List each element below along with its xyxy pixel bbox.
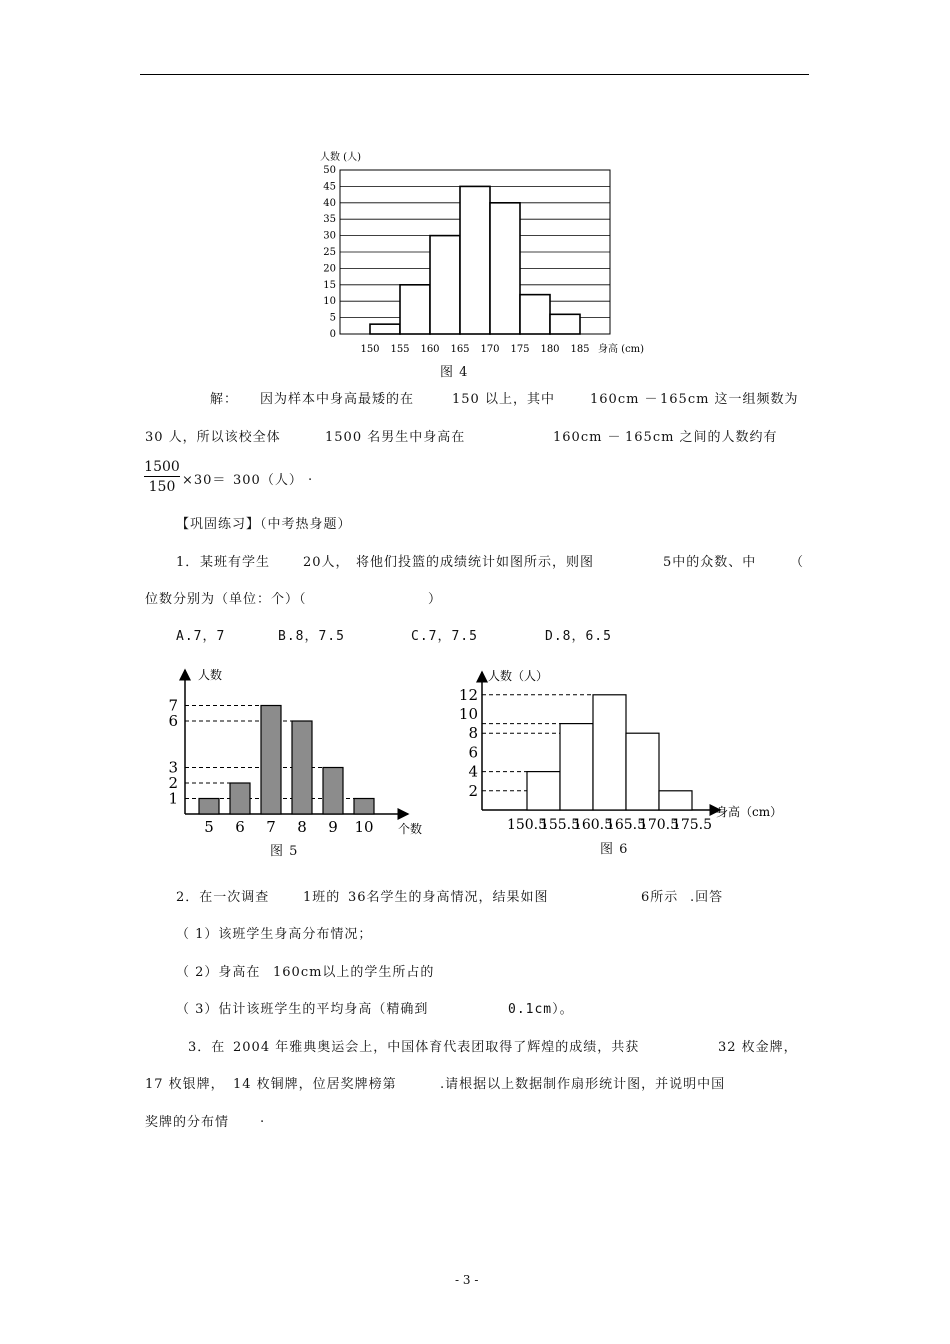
figure-4-yticks xyxy=(323,165,336,340)
figure-6-xticks xyxy=(507,817,712,833)
figure-5-xtick: 5 xyxy=(204,818,214,836)
sub-question: 0.1cm）。 xyxy=(508,1002,574,1017)
figure-6-xtick: 165.5 xyxy=(605,817,647,833)
page-number: - 3 - xyxy=(455,1273,479,1287)
figure-4-bar xyxy=(400,285,430,334)
sub-question: 160cm以上的学生所占的 xyxy=(273,965,435,980)
figure-4-xtick: 160 xyxy=(420,344,440,355)
figure-4-caption: 图 4 xyxy=(440,365,469,380)
paragraph-text: 165cm 这一组频数为 xyxy=(660,392,799,407)
figure-6-ytick: 4 xyxy=(468,762,478,781)
figure-4-ylabel: 人数 (人) xyxy=(320,152,361,163)
figure-4-xtick: 150 xyxy=(360,344,380,355)
figure-5-bar-chart xyxy=(160,660,430,850)
question-text: 17 枚银牌， xyxy=(145,1077,225,1092)
option-d: D.8，6.5 xyxy=(545,629,612,644)
figure-5-xtick: 8 xyxy=(297,818,307,836)
figure-6-histogram xyxy=(450,660,800,850)
figure-4-xtick: 175 xyxy=(510,344,530,355)
figure-4-xtick: 165 xyxy=(450,344,470,355)
paragraph-text: 150 以上，其中 xyxy=(452,392,555,407)
question-text: 2．在一次调查 xyxy=(176,890,270,905)
figure-4-bars xyxy=(370,186,580,334)
figure-6-ytick: 10 xyxy=(458,705,478,723)
figure-4-xtick: 170 xyxy=(480,344,500,355)
figure-4-bar xyxy=(370,324,400,334)
figure-6-bar xyxy=(626,733,659,810)
figure-6-ytick: 12 xyxy=(458,685,478,704)
figure-5-yticks xyxy=(168,697,178,808)
figure-5-bar xyxy=(199,799,219,815)
figure-6-yticks xyxy=(459,686,478,800)
figure-6-xtick: 160.5 xyxy=(572,817,614,833)
paragraph-text: 1500 名男生中身高在 xyxy=(325,430,466,445)
paragraph-text: 因为样本中身高最矮的在 xyxy=(260,392,415,407)
question-text: 3．在 xyxy=(188,1040,226,1055)
paragraph-text: ×30＝ xyxy=(182,473,227,488)
figure-6-bar xyxy=(560,724,593,810)
header-rule xyxy=(140,74,809,75)
fraction xyxy=(144,459,180,495)
question-text: 某班有学生 xyxy=(200,555,271,570)
figure-4-ytick: 25 xyxy=(323,247,336,258)
figure-4-ytick: 45 xyxy=(323,181,336,193)
figure-4-bar xyxy=(460,186,490,334)
figure-6-caption: 图 6 xyxy=(600,842,629,857)
figure-4-ytick: 20 xyxy=(323,263,336,275)
exercises-title: 【巩固练习】（中考热身题） xyxy=(176,517,352,532)
option-c: C.7，7.5 xyxy=(411,629,478,644)
paragraph-text: 160cm － xyxy=(590,392,659,407)
question-text: . xyxy=(260,1111,266,1126)
figure-6-bar xyxy=(527,772,560,810)
figure-6-bars xyxy=(527,695,692,810)
question-text: 1班的 xyxy=(303,890,341,905)
figure-5-bars xyxy=(199,706,374,815)
figure-6-xtick: 155.5 xyxy=(539,817,581,833)
figure-5-ylabel: 人数 xyxy=(198,668,223,682)
figure-4-xticks xyxy=(360,344,589,355)
question-text: 6所示 xyxy=(641,890,679,905)
sub-question: （ 2）身高在 xyxy=(176,965,261,980)
figure-5-ytick: 6 xyxy=(168,712,178,730)
figure-4-histogram xyxy=(300,140,680,380)
figure-4-ytick: 0 xyxy=(329,329,336,340)
figure-5-bar xyxy=(323,768,343,815)
figure-4-ytick: 50 xyxy=(323,165,336,176)
question-text: .请根据以上数据制作扇形统计图，并说明中国 xyxy=(440,1077,726,1092)
figure-4-ytick: 15 xyxy=(323,279,336,291)
figure-5-xtick: 10 xyxy=(354,818,374,836)
solution-label: 解： xyxy=(210,392,239,407)
figure-6-xtick: 150.5 xyxy=(506,817,548,833)
question-number: 1． xyxy=(176,555,200,570)
figure-4-ytick: 35 xyxy=(323,214,336,226)
question-text: .回答 xyxy=(690,890,724,905)
question-text: （ xyxy=(790,555,805,570)
figure-5-xticks xyxy=(204,818,373,836)
question-text: 20人， xyxy=(303,555,350,570)
figure-4-ytick: 10 xyxy=(323,296,336,308)
figure-5-xlabel: 个数 xyxy=(398,822,423,836)
figure-6-ytick: 8 xyxy=(468,724,478,743)
paragraph-text: 300（人） xyxy=(233,473,303,488)
figure-4-bar xyxy=(430,236,460,334)
figure-5-xtick: 6 xyxy=(235,818,245,836)
figure-6-bar xyxy=(659,791,692,810)
figure-4-xtick: 185 xyxy=(570,344,590,355)
question-text: 将他们投篮的成绩统计如图所示，则图 xyxy=(356,555,595,570)
figure-4-ytick: 5 xyxy=(329,312,336,324)
figure-4-bar xyxy=(550,314,580,334)
figure-4-bar xyxy=(490,203,520,334)
figure-4-xtick: 180 xyxy=(540,344,560,355)
paragraph-text: . xyxy=(308,469,314,484)
figure-5-ytick: 3 xyxy=(168,758,178,777)
question-text: 32 枚金牌， xyxy=(718,1040,798,1055)
figure-5-ytick: 7 xyxy=(168,696,178,715)
figure-6-bar xyxy=(593,695,626,810)
sub-question: （ 1）该班学生身高分布情况； xyxy=(176,927,373,942)
figure-6-ylabel: 人数（人） xyxy=(488,669,549,683)
figure-5-xtick: 7 xyxy=(266,818,276,836)
fraction-numerator: 1500 xyxy=(144,459,180,475)
figure-6-xtick: 170.5 xyxy=(638,817,680,833)
figure-5-bar xyxy=(261,706,281,815)
paragraph-text: 30 人，所以该校全体 xyxy=(145,430,281,445)
figure-5-xtick: 9 xyxy=(328,818,338,836)
question-text: 36名学生的身高情况，结果如图 xyxy=(348,890,549,905)
figure-5-caption: 图 5 xyxy=(270,844,299,859)
figure-6-xunit: 身高（cm） xyxy=(716,805,783,819)
figure-5-bar xyxy=(354,799,374,815)
option-a: A.7，7 xyxy=(176,629,226,644)
figure-6-ytick: 2 xyxy=(468,781,478,800)
question-text: 位数分别为（单位：个）（ xyxy=(145,592,307,607)
question-text: 2004 年雅典奥运会上，中国体育代表团取得了辉煌的成绩，共获 xyxy=(233,1040,640,1055)
figure-4-ytick: 30 xyxy=(323,230,336,242)
question-text: 14 枚铜牌，位居奖牌榜第 xyxy=(233,1077,397,1092)
figure-6-ytick: 6 xyxy=(468,743,478,762)
fraction-denominator: 150 xyxy=(148,479,176,495)
figure-6-xtick: 175.5 xyxy=(671,817,713,833)
paragraph-text: 165cm 之间的人数约有 xyxy=(625,430,778,445)
figure-4-xunit: 身高 (cm) xyxy=(598,344,645,355)
figure-4-bar xyxy=(520,295,550,334)
question-text: 奖牌的分布情 xyxy=(145,1115,230,1130)
option-b: B.8，7.5 xyxy=(278,629,345,644)
sub-question: （ 3）估计该班学生的平均身高（精确到 xyxy=(176,1002,429,1017)
figure-5-bar xyxy=(230,783,250,814)
figure-5-ytick: 2 xyxy=(168,774,178,792)
figure-4-xtick: 155 xyxy=(390,344,410,355)
figure-5-ytick: 1 xyxy=(168,789,178,808)
question-text: 5中的众数、中 xyxy=(663,555,757,570)
question-text: ） xyxy=(428,592,443,607)
paragraph-text: 160cm － xyxy=(553,430,622,445)
figure-5-bar xyxy=(292,721,312,814)
figure-4-ytick: 40 xyxy=(323,197,336,209)
